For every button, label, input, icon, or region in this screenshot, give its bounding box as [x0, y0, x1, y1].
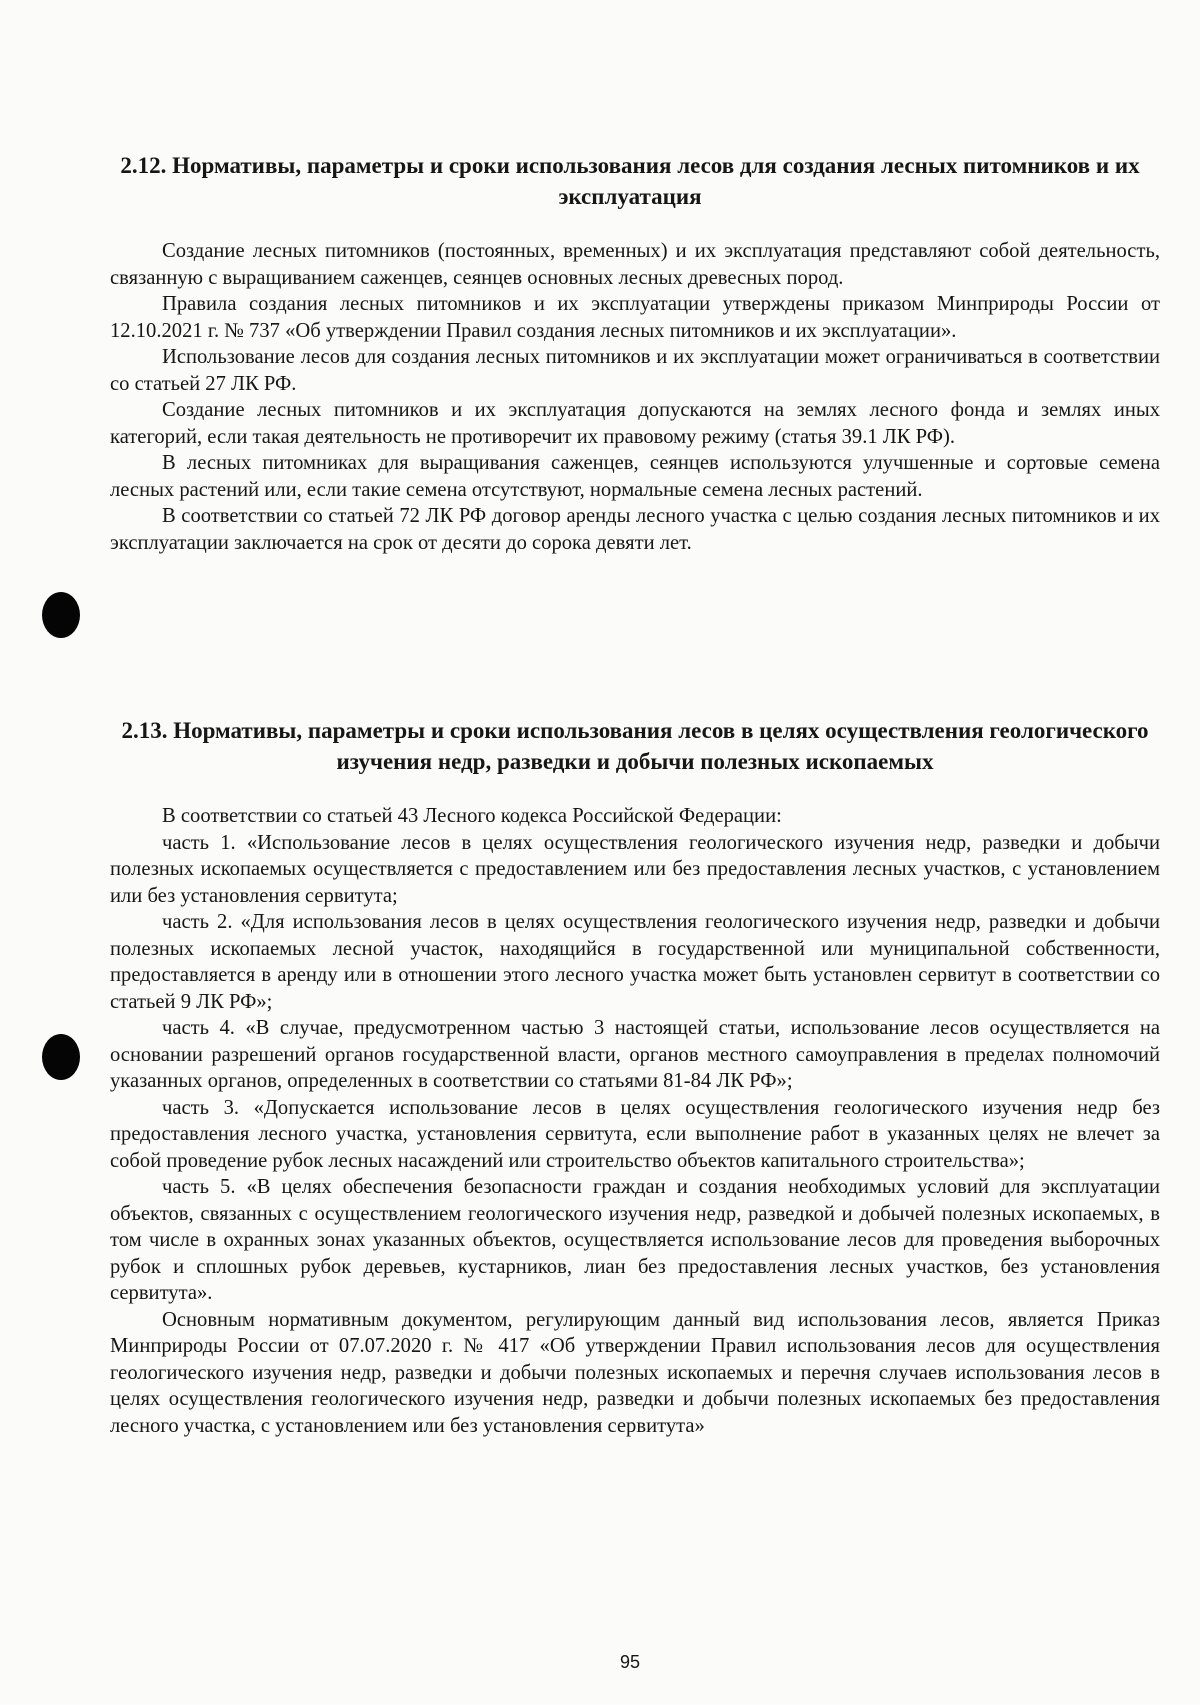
- page-number: 95: [619, 1652, 641, 1672]
- paragraph: Использование лесов для создания лесных питомников и их эксплуатации может ограничиваться в соответствии со статьей 27 ЛК РФ.: [110, 346, 1160, 395]
- paragraph: часть 4. «В случае, предусмотренном частью 3 настоящей статьи, использование лесов осуществляется на основании разрешений органов государственной власти, органов местного самоуправления в пределах полномочий указанных органов, определенных в соответствии со статьями 81-84 ЛК РФ»;: [110, 1017, 1160, 1092]
- section-body-2-13: [110, 803, 1160, 1439]
- binder-hole-mark: [42, 1034, 80, 1080]
- paragraph: В соответствии со статьей 72 ЛК РФ договор аренды лесного участка с целью создания лесных питомников и их эксплуатации заключается на срок от десяти до сорока девяти лет.: [110, 505, 1160, 554]
- binder-hole-mark: [42, 592, 80, 638]
- paragraph: часть 5. «В целях обеспечения безопасности граждан и создания необходимых условий для эксплуатации объектов, связанных с осуществлением геологического изучения недр, разведкой и добычей полезных ископаемых, в том числе в охранных зонах указанных объектов, осуществляется использование лесов для проведения выборочных рубок и сплошных рубок деревьев, кустарников, лиан без предоставления лесных участков, без установления сервитута».: [110, 1176, 1160, 1304]
- paragraph: Создание лесных питомников (постоянных, временных) и их эксплуатация представляют собой деятельность, связанную с выращиванием саженцев, сеянцев основных лесных древесных пород.: [110, 240, 1160, 289]
- paragraph: В лесных питомниках для выращивания саженцев, сеянцев используются улучшенные и сортовые семена лесных растений или, если такие семена отсутствуют, нормальные семена лесных растений.: [110, 452, 1160, 501]
- paragraph: часть 1. «Использование лесов в целях осуществления геологического изучения недр, разведки и добычи полезных ископаемых осуществляется с предоставлением или без предоставления лесных участков, с установлением или без установления сервитута;: [110, 831, 1160, 907]
- paragraph: часть 2. «Для использования лесов в целях осуществления геологического изучения недр, разведки и добычи полезных ископаемых лесной участок, находящийся в государственной или муниципальной собственности, предоставляется в аренду или в отношении этого лесного участка может быть установлен сервитут в соответствии со статьей 9 ЛК РФ»;: [110, 911, 1160, 1013]
- paragraph: Правила создания лесных питомников и их эксплуатации утверждены приказом Минприроды России от 12.10.2021 г. № 737 «Об утверждении Правил создания лесных питомников и их эксплуатации».: [110, 293, 1160, 342]
- paragraph: Создание лесных питомников и их эксплуатация допускаются на землях лесного фонда и землях иных категорий, если такая деятельность не противоречит их правовому режиму (статья 39.1 ЛК РФ).: [110, 399, 1160, 448]
- section-heading-2-13: 2.13. Нормативы, параметры и сроки использования лесов в целях осуществления геологического изучения недр, разведки и добычи полезных ископаемых: [121, 718, 1149, 774]
- section-heading-2-12: 2.12. Нормативы, параметры и сроки использования лесов для создания лесных питомников и их эксплуатация: [120, 153, 1140, 209]
- paragraph: Основным нормативным документом, регулирующим данный вид использования лесов, является Приказ Минприроды России от 07.07.2020 г. № 417 «Об утверждении Правил использования лесов для осуществления геологического изучения недр, разведки и добычи полезных ископаемых и перечня случаев использования лесов в целях осуществления геологического изучения недр, разведки и добычи полезных ископаемых без предоставления лесного участка, с установлением или без установления сервитута»: [110, 1308, 1160, 1437]
- section-body-2-12: [110, 238, 1160, 556]
- paragraph: В соответствии со статьей 43 Лесного кодекса Российской Федерации:: [162, 805, 782, 827]
- paragraph: часть 3. «Допускается использование лесов в целях осуществления геологического изучения недр без предоставления лесного участка, установления сервитута, если выполнение работ в указанных целях не влечет за собой проведение рубок лесных насаждений или строительство объектов капитального строительства»;: [110, 1096, 1160, 1172]
